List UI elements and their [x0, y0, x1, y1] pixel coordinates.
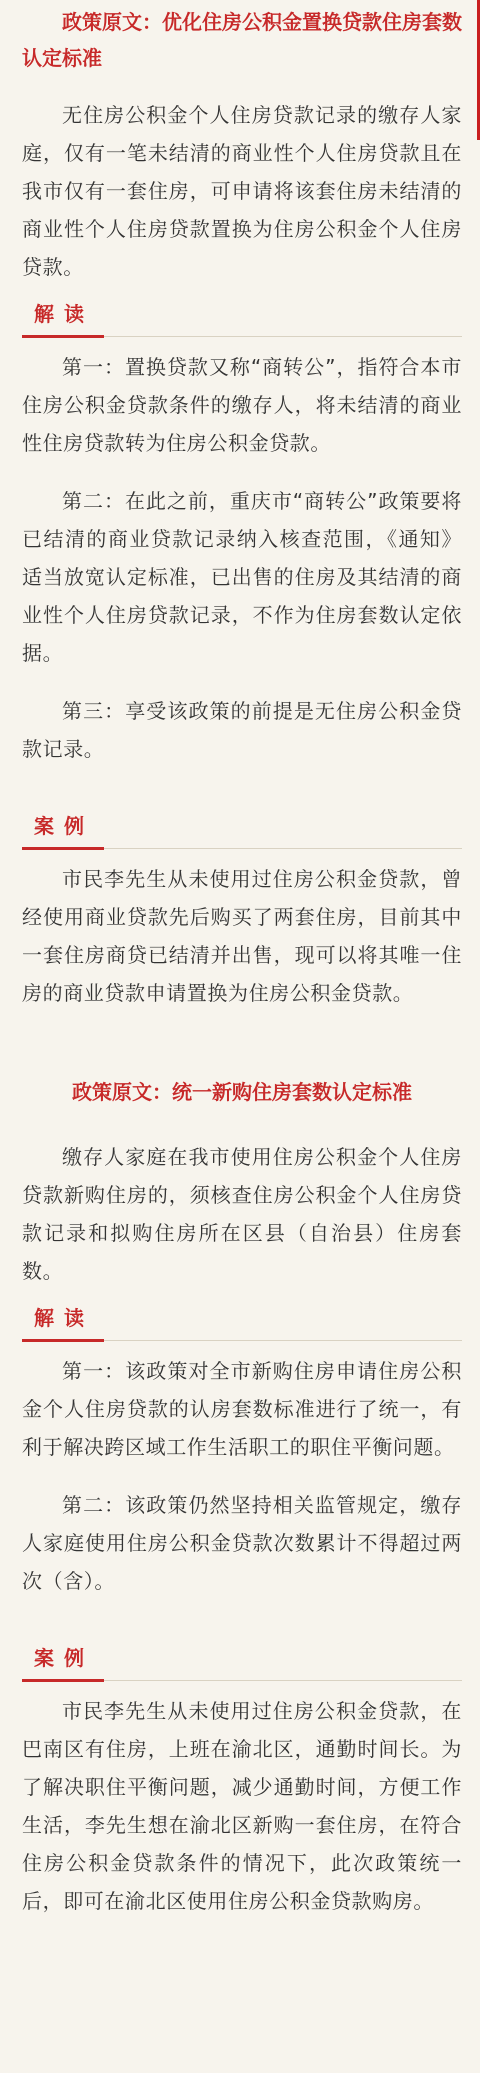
policy-title-1: 政策原文：优化住房公积金置换贷款住房套数认定标准 [22, 10, 462, 70]
interpretation-2-2: 第二：该政策仍然坚持相关监管规定，缴存人家庭使用住房公积金贷款次数累计不得超过两次（含）。 [22, 1493, 462, 1593]
case-text-1: 市民李先生从未使用过住房公积金贷款，曾经使用商业贷款先后购买了两套住房，目前其中一套住房商贷已结清并出售，现可以将其唯一住房的商业贷款申请置换为住房公积金贷款。 [22, 867, 462, 1005]
case-header-2 [22, 1642, 462, 1682]
policy-title-2: 政策原文：统一新购住房套数认定标准 [72, 1080, 412, 1104]
interpretation-1-1: 第一：置换贷款又称“商转公”，指符合本市住房公积金贷款条件的缴存人，将未结清的商业性住房贷款转为住房公积金贷款。 [22, 355, 462, 455]
interpretation-header-2 [22, 1302, 462, 1342]
label-underline [22, 1340, 462, 1341]
label-underline [22, 848, 462, 849]
interpretation-1-3: 第三：享受该政策的前提是无住房公积金贷款记录。 [22, 699, 462, 761]
case-text-2: 市民李先生从未使用过住房公积金贷款，在巴南区有住房，上班在渝北区，通勤时间长。为了解决职住平衡问题，减少通勤时间，方便工作生活，李先生想在渝北区新购一套住房，在符合住房公积金贷款条件的情况下，此次政策统一后，即可在渝北区使用住房公积金贷款购房。 [22, 1699, 462, 1913]
interpretation-1-2: 第二：在此之前，重庆市“商转公”政策要将已结清的商业贷款记录纳入核查范围，《通知》适当放宽认定标准，已出售的住房及其结清的商业性个人住房贷款记录，不作为住房套数认定依据。 [22, 489, 462, 665]
case-label-2: 案例 [34, 1646, 94, 1670]
policy-text-2: 缴存人家庭在我市使用住房公积金个人住房贷款新购住房的，须核查住房公积金个人住房贷款记录和拟购住房所在区县（自治县）住房套数。 [22, 1145, 462, 1283]
case-header-1 [22, 810, 462, 850]
policy-text-1: 无住房公积金个人住房贷款记录的缴存人家庭，仅有一笔未结清的商业性个人住房贷款且在我市仅有一套住房，可申请将该套住房未结清的商业性个人住房贷款置换为住房公积金个人住房贷款。 [22, 103, 462, 279]
interpretation-2-1: 第一：该政策对全市新购住房申请住房公积金个人住房贷款的认房套数标准进行了统一，有利于解决跨区域工作生活职工的职住平衡问题。 [22, 1359, 462, 1459]
case-label-1: 案例 [34, 814, 94, 838]
interpretation-label-1: 解读 [34, 302, 94, 326]
label-underline [22, 336, 462, 337]
interpretation-label-2: 解读 [34, 1306, 94, 1330]
interpretation-header-1 [22, 298, 462, 338]
label-underline [22, 1680, 462, 1681]
